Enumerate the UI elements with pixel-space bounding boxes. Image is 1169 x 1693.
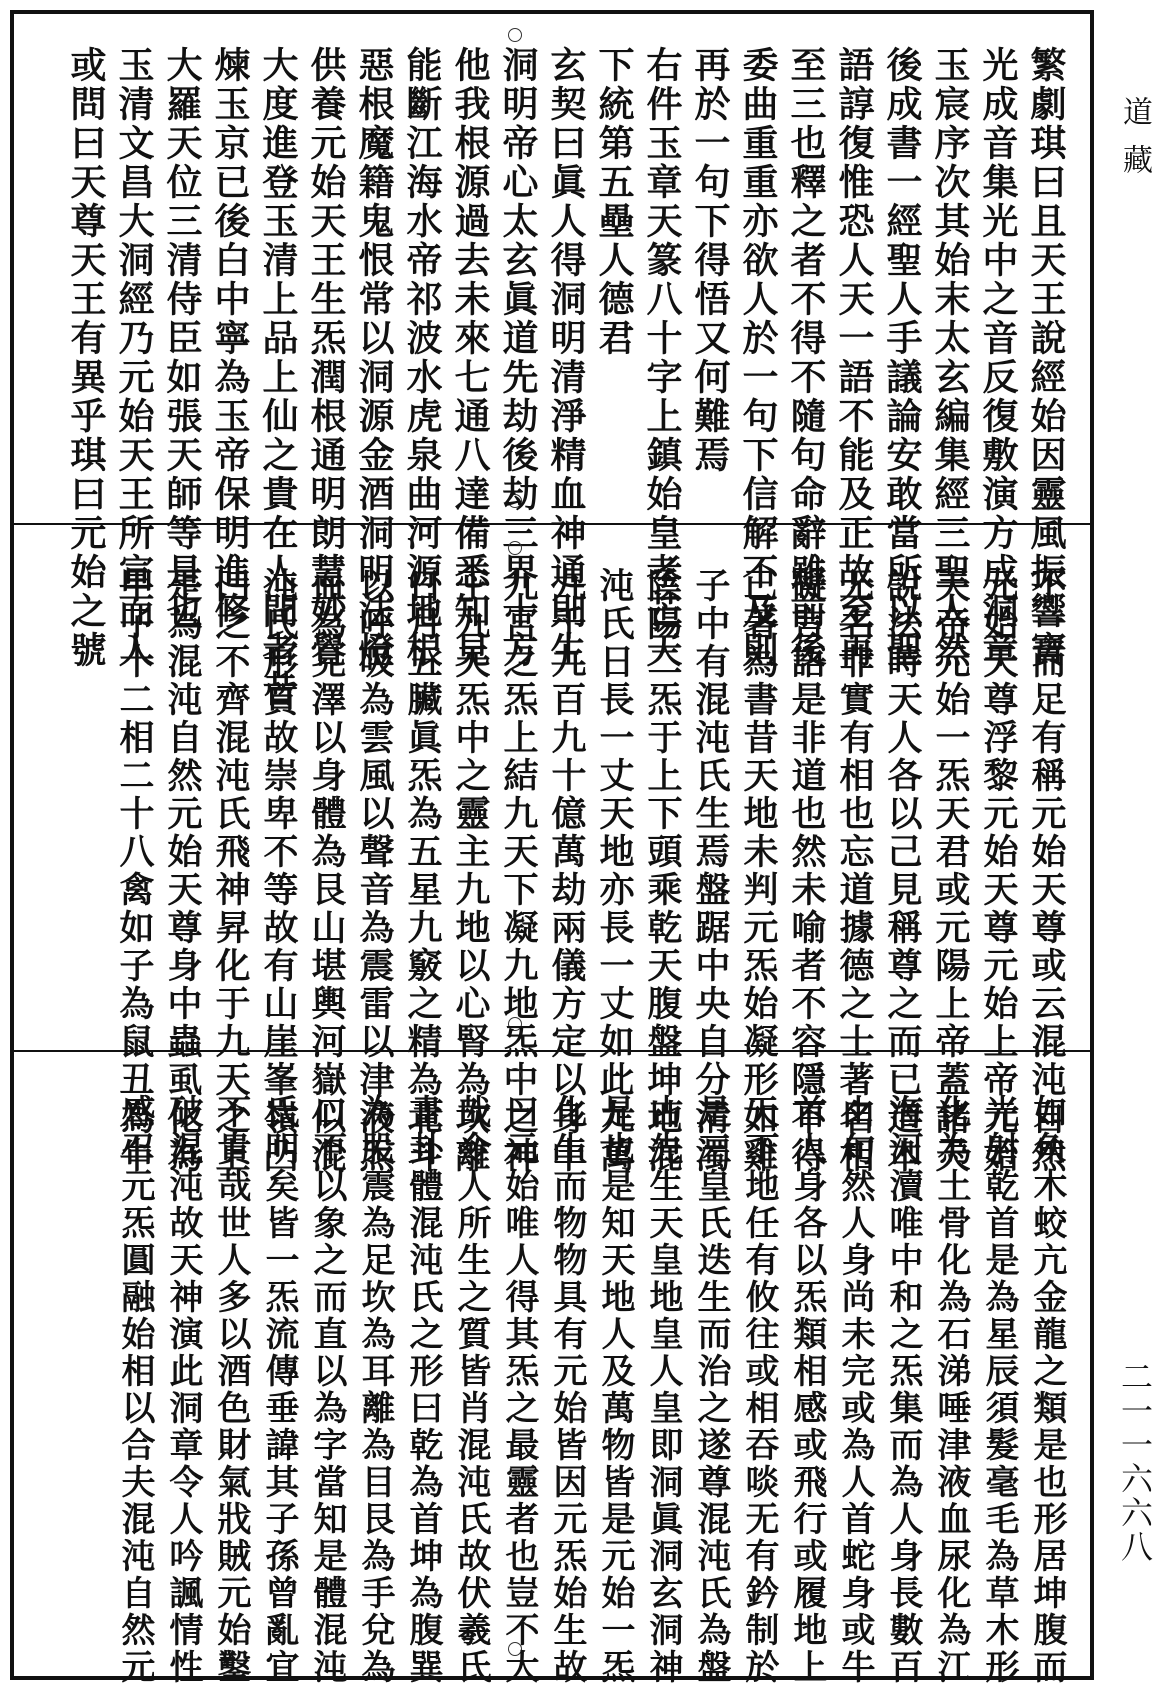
text-column: 煉玉京已後白中寧為玉帝保明進修 (209, 46, 251, 631)
text-column: 語諄復惟恐人天一語不能及正故至再 (833, 46, 875, 670)
text-panel-top (10, 14, 1094, 709)
text-column: 後成書一經聖人手議論安敢當所以聖 (881, 46, 923, 670)
text-column: 日月五臟眞炁為五星九竅之精為北斗 (402, 567, 443, 1175)
text-column: 玉宸序次其始末太玄編集經三聖人然 (929, 46, 971, 670)
text-column: 大度進登玉清上品上仙之貴在人間者昔 (257, 46, 299, 709)
text-column: 血為兌澤以身體為艮山堪輿河嶽似混 (306, 567, 347, 1175)
panel-divider (10, 523, 1094, 525)
text-column: 右件玉章天篆八十字上鎮始皇孝芒天 (641, 46, 683, 670)
text-column: 玉清文昌大洞經乃元始天王所宣而人 (113, 46, 155, 670)
panel-divider (10, 1050, 1094, 1052)
text-column: 子中有混沌氏生焉盤踞中央自分清濁 (690, 567, 731, 1175)
text-column: 是也是知天地人及萬物皆是元始一炁 (595, 1094, 635, 1686)
text-column: 以呼吸為雲風以聲音為震雷以津液炁 (354, 567, 395, 1175)
text-column: 由旬然人身尚未完或為人首蛇身或牛 (835, 1094, 875, 1686)
text-column: 元始天尊浮黎元始天尊元始上帝元始 (978, 567, 1019, 1175)
text-column: 能斷江海水帝祁波水虎泉曲河源地根 (401, 46, 443, 670)
text-column: 海河瀆唯中和之炁集而為人身長數百 (883, 1094, 923, 1686)
text-column: 下統第五壘人德君 (593, 46, 635, 358)
text-column: 說法時天人各以己見稱尊之而已道本 (882, 567, 923, 1175)
text-column: 或問曰天尊天王有異乎琪曰元始之號 (65, 46, 107, 670)
text-column: 洞明帝心太玄眞道先劫後劫三界十方 (497, 46, 539, 670)
text-panel-bottom (10, 1054, 1094, 1686)
text-column: 惡根魔籍鬼恨常以洞源金酒洞明法燈 (353, 46, 395, 670)
text-column: 不貴哉世人多以酒色財氣戕賊元始鑿 (211, 1094, 251, 1686)
text-column: 曰元始唯人得其炁之最靈者也豈不大 (499, 1094, 539, 1686)
text-column: 繁劇琪曰且天王說經始因靈風振響寶 (1025, 46, 1067, 670)
text-column: 破混沌故天神演此洞章令人吟諷情性 (163, 1094, 203, 1686)
text-column: 供養元始天王生炁潤根通明朗慧妙覺 (305, 46, 347, 670)
text-column: 口不以象之而直以為字當知是體混沌 (307, 1094, 347, 1686)
text-column: 陰陽二炁于上下頭乘乾天腹盤坤地混 (642, 567, 683, 1175)
text-column: 他我根源過去未來七通八達備悉知見 (449, 46, 491, 670)
text-column: 光射乾首是為星辰須髮毫毛為草木形 (979, 1094, 1019, 1686)
text-column: 如角木蛟亢金龍之類是也形居坤腹而 (1027, 1094, 1067, 1686)
text-column: 古先生天皇地皇人皇即洞眞洞玄洞神 (643, 1094, 683, 1686)
margin-page-number: 二一一六六八 (1116, 1360, 1154, 1564)
text-column: 再於一句下得悟又何難焉 (689, 46, 731, 475)
text-column: 玄契曰眞人得洞明清淨精血神通則生 (545, 46, 587, 670)
text-column: 化為土骨化為石涕唾津液血尿化為江 (931, 1094, 971, 1686)
text-column: 首人身各以炁類相感或飛行或履地上 (787, 1094, 827, 1686)
text-column: 礙言語是非道也然未喻者不容隱不得 (786, 567, 827, 1175)
text-column: 沌氏日長一丈天地亦長一丈如此九萬 (594, 567, 635, 1175)
text-column: 至三也釋之者不得不隨句命辭雖前後 (785, 46, 827, 670)
text-column: 九宮之炁上結九天下凝九地炁中之神 (498, 567, 539, 1175)
text-columns (10, 527, 1094, 1175)
text-column: 是為混沌自然元始天尊身中蟲虱化為 (162, 567, 203, 1175)
text-column: 氏明矣皆一炁流傳垂諱其子孫曾亂宜 (259, 1094, 299, 1686)
text-column: 畫卦體混沌氏之形曰乾為首坤為腹巽 (403, 1094, 443, 1686)
text-column: 是三皇氏迭生而治之遂尊混沌氏為盤 (691, 1094, 731, 1686)
text-panel-middle (10, 527, 1094, 1175)
text-column: 已著為書昔天地未判元炁始凝形如雞 (738, 567, 779, 1175)
text-columns (10, 1054, 1094, 1686)
text-columns (10, 14, 1094, 709)
text-column: 光成音集光中之音反復敷演方成洞章 (977, 46, 1019, 670)
text-column: 化生而物物具有元始皆因元炁始生故 (547, 1094, 587, 1686)
text-column: 无名非實有相也忘道據德之士著名相 (834, 567, 875, 1175)
text-column: 感召元炁圓融始相以合夫混沌自然元 (115, 1094, 155, 1686)
text-column: 哉令人所生之質皆肖混沌氏故伏羲氏 (451, 1094, 491, 1686)
text-column: 甲子十二相二十八禽如子為鼠丑為牛 (114, 567, 155, 1175)
text-column: 沌氏形質故崇卑不等故有山崖峯嶺凸 (258, 567, 299, 1175)
text-column: 天下地任有攸往或相吞啖无有鈐制於 (739, 1094, 779, 1686)
text-column: 不一而足有稱元始天尊或云混沌自然 (1026, 567, 1067, 1175)
text-column: 為股震為足坎為耳離為目艮為手兌為 (355, 1094, 395, 1686)
text-column: 王九天炁中之靈主九地以心腎為坎離 (450, 567, 491, 1175)
text-column: 天帝元始一炁天君或元陽上帝蓋諸天 (930, 567, 971, 1175)
text-column: 委曲重重亦欲人於一句下信解不及則 (737, 46, 779, 670)
text-column: 凹之不齊混沌氏飛神昇化于九天之上 (210, 567, 251, 1175)
margin-title: 道藏 (1117, 96, 1152, 192)
text-column: 大羅天位三清侍臣如張天師等是也 (161, 46, 203, 631)
text-column: 九千九百九十億萬劫兩儀方定以身中 (546, 567, 587, 1175)
